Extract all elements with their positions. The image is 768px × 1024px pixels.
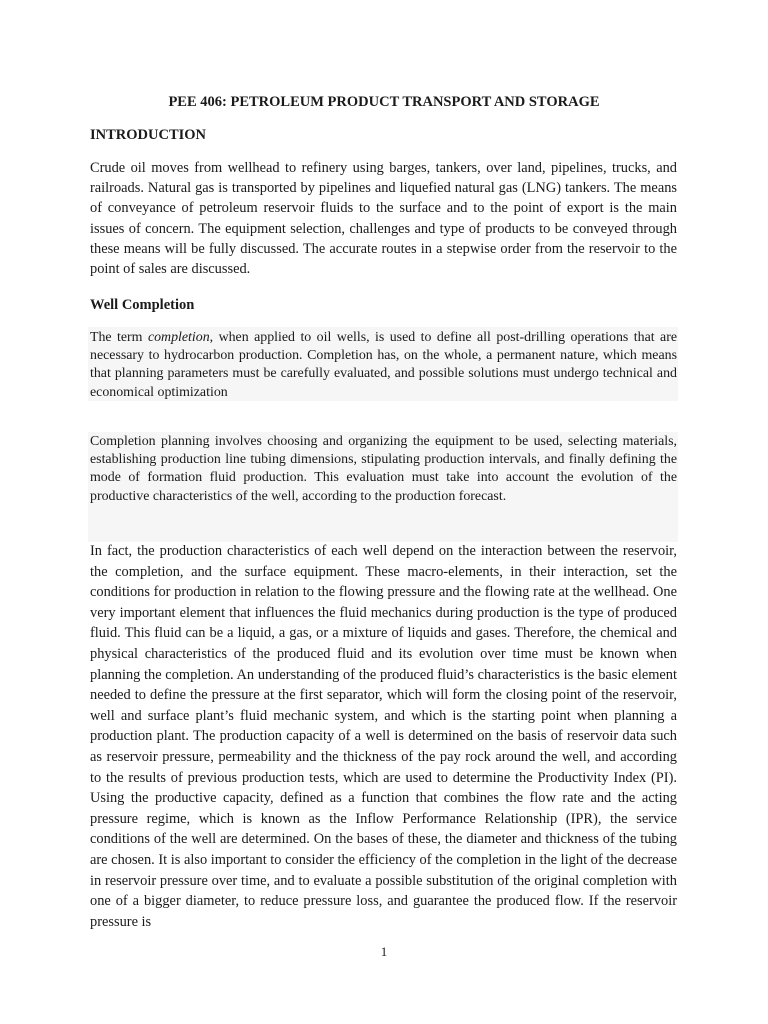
term-paragraph-rest: , when applied to oil wells, is used to define all post-drilling operations that are necessary to hydrocarbon production. Completion has, on the whole, a permanent nature, which means that planning parameters must be carefully evaluated, and possible solutions must undergo technical and economical optimization [90, 330, 677, 400]
production-characteristics-paragraph: In fact, the production characteristics of each well depend on the interaction between the reservoir, the completion, and the surface equipment. These macro-elements, in their interaction, set the conditions for production in relation to the flowing pressure and the flowing rate at the wellhead. One very important element that influences the fluid mechanics during production is the type of produced fluid. This fluid can be a liquid, a gas, or a mixture of liquids and gases. Therefore, the chemical and physical characteristics of the produced fluid and its evolution over time must be known when planning the completion. An understanding of the produced fluid’s characteristics is the basic element needed to define the pressure at the first separator, which will form the closing point of the reservoir, well and surface plant’s fluid mechanic system, and which is the starting point when planning a production plant. The production capacity of a well is determined on the basis of reservoir data such as reservoir pressure, permeability and the thickness of the pay rock around the well, and according to the results of previous production tests, which are used to determine the Productivity Index (PI). Using the productive capacity, defined as a function that combines the flow rate and the acting pressure regime, which is known as the Inflow Performance Relationship (IPR), the service conditions of the well are determined. On the bases of these, the diameter and thickness of the tubing are chosen. It is also important to consider the efficiency of the completion in the light of the decrease in reservoir pressure over time, and to evaluate a possible substitution of the original completion with one of a bigger diameter, to reduce pressure loss, and guarantee the produced flow. If the reservoir pressure is [90, 543, 677, 930]
completion-term-paragraph [90, 329, 677, 402]
introduction-paragraph: Crude oil moves from wellhead to refinery using barges, tankers, over land, pipelines, trucks, and railroads. Natural gas is transported by pipelines and liquefied natural gas (LNG) tankers. The means of conveyance of petroleum reservoir fluids to the surface and to the point of export is the main issues of concern. The equipment selection, challenges and type of products to be conveyed through these means will be fully discussed. The accurate routes in a stepwise order from the reservoir to the point of sales are discussed. [90, 160, 677, 278]
term-emphasis: completion [147, 330, 210, 345]
completion-planning-paragraph: Completion planning involves choosing and organizing the equipment to be used, selecting materials, establishing production line tubing dimensions, stipulating production intervals, and finally defining the mode of formation fluid production. This evaluation must take into account the evolution of the productive characteristics of the well, according to the production forecast. [90, 434, 677, 504]
page-number: 1 [380, 944, 388, 959]
document-title: PEE 406: PETROLEUM PRODUCT TRANSPORT AND STORAGE [168, 94, 600, 110]
term-paragraph-lead: The term [90, 330, 148, 345]
introduction-heading: INTRODUCTION [90, 127, 207, 143]
well-completion-heading: Well Completion [90, 297, 195, 313]
